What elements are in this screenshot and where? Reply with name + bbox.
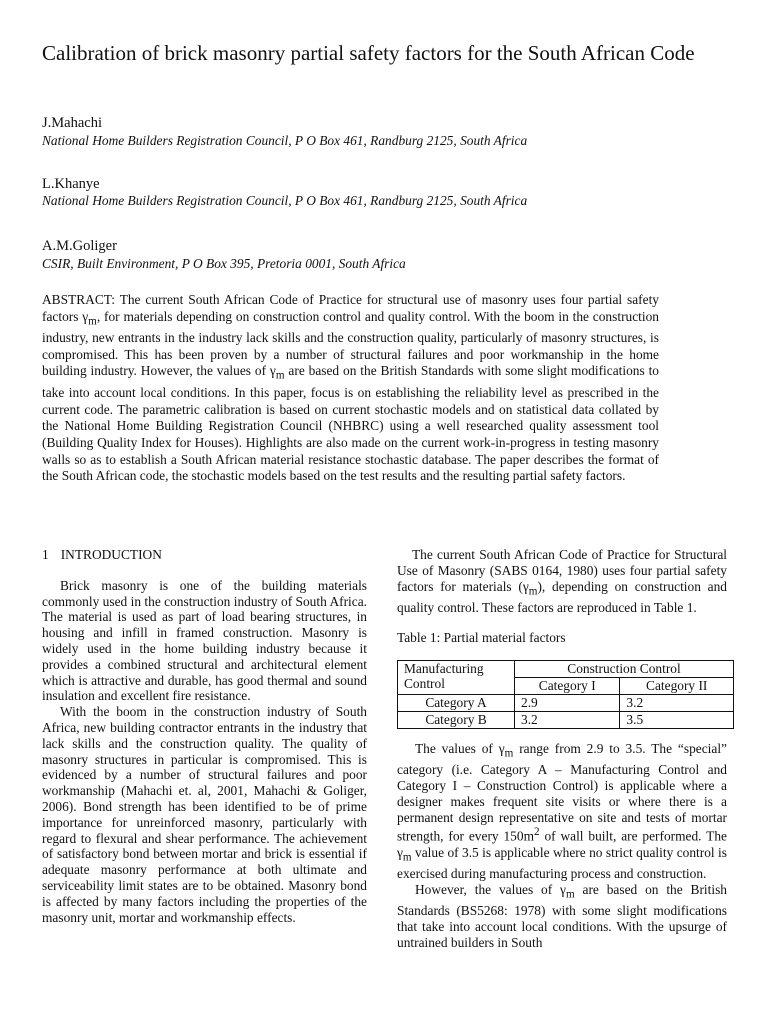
table-cell: 3.5	[620, 711, 734, 728]
table-header-row	[398, 660, 734, 677]
paragraph-text: of wall built, are performed. The γ	[397, 828, 727, 860]
author-affiliation: National Home Builders Registration Council, P O Box 461, Randburg 2125, South Africa	[42, 133, 528, 148]
table-row	[398, 711, 734, 728]
left-column	[42, 547, 367, 925]
subscript: m	[528, 585, 538, 598]
body-paragraph: With the boom in the construction industry of South Africa, new building contractor entrants in the industry that lack skills and the construction quality. The quality of masonry structures in particular is compromised. This is evidenced by a number of structural failures and poor workmanship (Mahachi et. al, 2001, Mahachi & Goliger, 2006). Bond strength has been identified to be of prime importance for unreinforced masonry, particularly with regard to flexural and shear performance. The achievement of satisfactory bond between mortar and brick is essential if adequate masonry performance at both ultimate and serviceability limit states are to be obtained. Masonry bond is affected by many factors including the properties of the masonry unit, mortar and workmanship effects.	[42, 704, 367, 925]
subscript: m	[275, 370, 285, 383]
body-paragraph	[397, 547, 727, 616]
table-row-header: Manufacturing Control	[398, 660, 515, 694]
abstract-text: are based on the British Standards with some slight modifications to take into account local conditions. In this paper, focus is on establishing the reliability level as prescribed in the current code. The parametric calibration is based on current stochastic models and on statistical data collated by the National Home Building Registration Council (NHBRC) using a well researched quality assessment tool (Building Quality Index for Houses). Highlights are also made on the current work-in-progress in testing masonry walls so as to establish a South African material resistance stochastic database. The paper describes the format of the South African code, the stochastic models based on the test results and the resulting partial safety factors.	[42, 363, 659, 484]
abstract-text: The current South African Code of Practice for structural use of masonry uses four partial safety factors γ	[42, 292, 659, 324]
author-name: L.Khanye	[42, 176, 100, 192]
paragraph-text: However, the values of γ	[415, 881, 566, 897]
paragraph-text: The current South African Code of Practice for Structural Use of Masonry (SABS 0164, 1980) uses four partial safety factors for materials (γ	[397, 547, 727, 594]
section-heading	[42, 547, 367, 563]
paragraph-text: ), depending on construction and quality control. These factors are reproduced in Table 1.	[397, 578, 727, 616]
paragraph-text: are based on the British Standards (BS5268: 1978) with some slight modifications that take into account local conditions. With the upsurge of untrained builders in South	[397, 881, 727, 950]
table-row-label: Category B	[398, 711, 515, 728]
superscript: 2	[533, 826, 540, 839]
paragraph-text: The values of γ	[415, 740, 505, 756]
subscript: m	[565, 888, 575, 901]
abstract	[42, 292, 659, 485]
paragraph-text: value of 3.5 is applicable where no strict quality control is exercised during manufacturing process and construction.	[397, 844, 727, 882]
paper-title: Calibration of brick masonry partial safety factors for the South African Code	[42, 41, 695, 65]
author-affiliation: CSIR, Built Environment, P O Box 395, Pretoria 0001, South Africa	[42, 256, 406, 271]
table-row	[398, 694, 734, 711]
section-title: INTRODUCTION	[60, 547, 162, 562]
subscript: m	[88, 315, 97, 328]
section-number: 1	[42, 547, 49, 562]
table-cell: 2.9	[515, 694, 620, 711]
table-caption: Table 1: Partial material factors	[397, 629, 566, 645]
table-cell: 3.2	[620, 694, 734, 711]
author-name: J.Mahachi	[42, 115, 102, 131]
right-column	[397, 547, 727, 951]
author-name: A.M.Goliger	[42, 238, 117, 254]
table-group-header: Construction Control	[515, 660, 734, 677]
table-cell: 3.2	[515, 711, 620, 728]
author-affiliation: National Home Builders Registration Council, P O Box 461, Randburg 2125, South Africa	[42, 193, 528, 208]
table-row-label: Category A	[398, 694, 515, 711]
table-column-header: Category II	[620, 677, 734, 694]
body-paragraph: Brick masonry is one of the building materials commonly used in the construction industry of South Africa. The material is used as part of load bearing structures, in housing and infill in framed construction. Masonry is widely used in the home building industry because it provides a combined structural and architectural element which is attractive and durable, has good thermal and sound insulation and excellent fire resistance.	[42, 577, 367, 704]
abstract-text: , for materials depending on construction control and quality control. With the boom in the construction industry, new entrants in the industry lack skills and the construction quality, particularly of masonry structures, is compromised. This has been proven by a number of structural failures and poor workmanship in the home building industry. However, the values of γ	[42, 308, 659, 379]
subscript: m	[402, 851, 412, 864]
subscript: m	[504, 747, 514, 760]
partial-factors-table	[397, 660, 734, 729]
table-column-header: Category I	[515, 677, 620, 694]
abstract-label: ABSTRACT:	[42, 292, 115, 307]
body-paragraph	[397, 882, 727, 951]
body-paragraph	[397, 741, 727, 882]
paragraph-text: range from 2.9 to 3.5. The “special” category (i.e. Category A – Manufacturing Control and Category I – Construction Control) is applicable where a designer makes frequent site visits or where there is a permanent design representative on site and tests of mortar strength, for every 150m	[397, 740, 727, 844]
